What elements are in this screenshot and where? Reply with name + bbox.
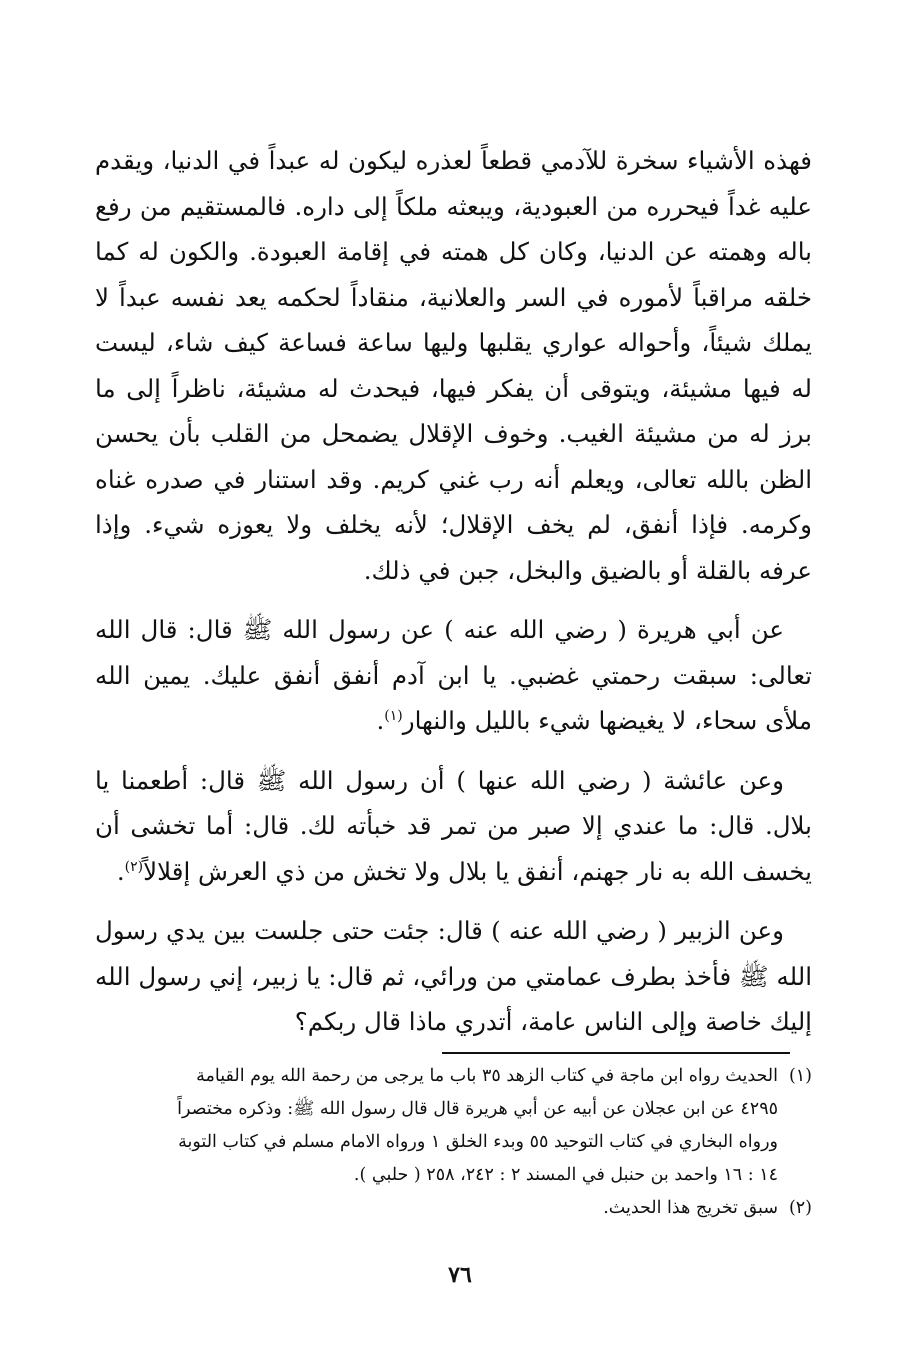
page-body [95, 138, 812, 1045]
footnote-1 [95, 1060, 812, 1093]
footnote-2 [95, 1192, 812, 1225]
paragraph-text: وعن عائشة ( رضي الله عنها ) أن رسول الله ﷺ قال: أطعمنا يا بلال. قال: ما عندي إلا صبر من تمر قد خبأته لك. قال: أما تخشى أن يخسف الله به نار جهنم، أنفق يا بلال ولا تخش من ذي العرش إقلالاً [95, 765, 812, 886]
footnote-reference[interactable]: (٢) [124, 858, 144, 875]
footnote-number: (٢) [788, 1198, 812, 1218]
paragraph-end: . [376, 706, 385, 735]
footnote-line: ١٤ : ١٦ واحمد بن حنبل في المسند ٢ : ٢٤٢، ٢٥٨ ( حلبي ). [353, 1165, 778, 1185]
footnote-number: (١) [788, 1066, 812, 1086]
paragraph-hadith-aisha [95, 758, 812, 895]
footnote-line: ٤٢٩٥ عن ابن عجلان عن أبيه عن أبي هريرة قال قال رسول الله ﷺ: وذكره مختصراً [177, 1099, 778, 1119]
footnotes [95, 1060, 812, 1225]
paragraph-hadith-abu-hurayra [95, 607, 812, 744]
footnote-line: ورواه البخاري في كتاب التوحيد ٥٥ وبدء الخلق ١ ورواه الامام مسلم في كتاب التوبة [178, 1132, 778, 1152]
paragraph-intro: فهذه الأشياء سخرة للآدمي قطعاً لعذره ليكون له عبداً في الدنيا، ويقدم عليه غداً فيحرره من العبودية، ويبعثه ملكاً إلى داره. فالمستقيم من رفع باله وهمته عن الدنيا، وكان كل همته في إقامة العبودة. والكون له كما خلقه مراقباً لأموره في السر والعلانية، منقاداً لحكمه يعد نفسه عبداً لا يملك شيئاً، وأحواله عواري يقلبها وليها ساعة فساعة كيف شاء، ليست له فيها مشيئة، ويتوقى أن يفكر فيها، فيحدث له مشيئة، ناظراً إلى ما برز له من مشيئة الغيب. وخوف الإقلال يضمحل من القلب بأن يحسن الظن بالله تعالى، ويعلم أنه رب غني كريم. وقد استنار في صدره غناه وكرمه. فإذا أنفق، لم يخف الإقلال؛ لأنه يخلف ولا يعوزه شيء. وإذا عرفه بالقلة أو بالضيق والبخل، جبن في ذلك. [95, 146, 812, 585]
footnote-line: سبق تخريج هذا الحديث. [603, 1198, 778, 1218]
page-number: ٧٦ [448, 1262, 472, 1288]
footnote-divider [442, 1052, 790, 1054]
footnote-reference[interactable]: (١) [384, 707, 403, 724]
footnote-line: الحديث رواه ابن ماجة في كتاب الزهد ٣٥ باب ما يرجى من رحمة الله يوم القيامة [196, 1066, 778, 1086]
paragraph-text: عن أبي هريرة ( رضي الله عنه ) عن رسول الله ﷺ قال: قال الله تعالى: سبقت رحمتي غضبي. يا ابن آدم أنفق أنفق عليك. يمين الله ملأى سحاء، لا يغيضها شيء بالليل والنهار [95, 615, 812, 735]
paragraph-end: . [116, 856, 125, 886]
paragraph-hadith-zubayr: وعن الزبير ( رضي الله عنه ) قال: جئت حتى جلست بين يدي رسول الله ﷺ فأخذ بطرف عمامتي من ورائي، ثم قال: يا زبير، إني رسول الله إليك خاصة وإلى الناس عامة، أتدري ماذا قال ربكم؟ [95, 916, 812, 1036]
